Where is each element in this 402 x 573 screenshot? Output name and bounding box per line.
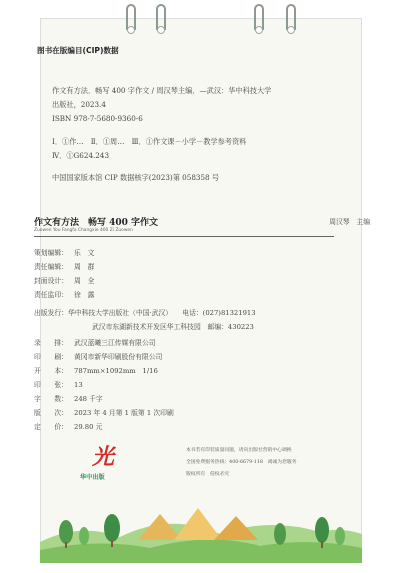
landscape-illustration [40, 482, 362, 563]
spec-row [34, 337, 156, 347]
cip-heading: 图书在版编目(CIP)数据 [37, 46, 119, 55]
notice-line: 本书若有印装质量问题，请向出版社营销中心调换 [186, 448, 292, 453]
tree-icon [104, 514, 120, 542]
cip-line: 出版社，2023.4 [52, 100, 106, 109]
spec-value: 武汉蓝曦三江传媒有限公司 [74, 339, 156, 347]
spec-row [34, 407, 174, 417]
binder-ring-hole [127, 26, 135, 34]
divider [34, 236, 334, 237]
spec-value: 787mm×1092mm 1/16 [74, 367, 158, 375]
credit-value: 乐 文 [74, 249, 95, 257]
spec-label: 版 次： [34, 409, 68, 417]
credit-row [34, 289, 94, 299]
cip-line: Ⅰ．①作… Ⅱ．①周… Ⅲ．①作文课－小学－教学参考资料 [52, 137, 247, 146]
spec-label: 录 排： [34, 339, 68, 347]
spec-value: 248 千字 [74, 395, 103, 403]
binder-ring [156, 4, 166, 34]
credit-row [34, 275, 94, 285]
binder-ring-hole [287, 26, 295, 34]
tree-icon [274, 523, 286, 545]
spec-value: 13 [74, 381, 83, 389]
binder-ring [126, 4, 136, 34]
cip-line: 作文有方法．畅写 400 字作文 / 周汉琴主编．—武汉：华中科技大学 [52, 86, 272, 95]
tree-trunk [321, 541, 323, 548]
credit-value: 周 全 [74, 277, 95, 285]
logo-name: 华中出版 [80, 474, 105, 481]
binder-ring [286, 4, 296, 34]
credit-label: 封面设计： [34, 277, 68, 285]
cip-line: 中国国家版本馆 CIP 数据核字(2023)第 058358 号 [52, 173, 220, 182]
spec-label: 定 价： [34, 423, 68, 431]
credit-label: 责任编辑： [34, 263, 68, 271]
binder-ring-hole [255, 26, 263, 34]
publisher-address: 武汉市东湖新技术开发区华工科技园 邮编：430223 [92, 323, 254, 331]
cip-line: ISBN 978-7-5680-9360-6 [52, 114, 143, 123]
book-author: 周汉琴 主编 [329, 218, 370, 226]
binder-ring-hole [157, 26, 165, 34]
mountain [174, 508, 222, 540]
tree-icon [59, 520, 73, 544]
spec-label: 字 数： [34, 395, 68, 403]
cip-line: Ⅳ．①G624.243 [52, 151, 110, 160]
credit-label: 策划编辑： [34, 249, 68, 257]
credit-row [34, 261, 94, 271]
spec-value: 黄冈市新华印刷股份有限公司 [74, 353, 163, 361]
book-title-pinyin: Zuowen You Fangfa Changxie 400 Zi Zuowen [34, 228, 133, 233]
logo-mark: 光 [92, 444, 115, 470]
credit-label: 责任监印： [34, 291, 68, 299]
tree-trunk [111, 540, 113, 547]
spec-label: 印 张： [34, 381, 68, 389]
spec-value: 2023 年 4 月第 1 版第 1 次印刷 [74, 409, 174, 417]
spec-value: 29.80 元 [74, 423, 103, 431]
tree-icon [315, 517, 329, 543]
tree-icon [335, 527, 345, 545]
binder-ring [254, 4, 264, 34]
credit-value: 周 群 [74, 263, 95, 271]
publisher-line: 出版发行：华中科技大学出版社（中国·武汉） 电话：(027)81321913 [34, 309, 256, 317]
credit-row [34, 247, 94, 257]
tree-trunk [65, 542, 67, 548]
notice-line: 全国免费服务热线：400-6679-118 竭诚为您服务 [186, 460, 297, 465]
spec-label: 开 本： [34, 367, 68, 375]
spec-row [34, 365, 158, 375]
spec-row [34, 379, 83, 389]
notice-line: 版权所有 侵权必究 [186, 472, 230, 477]
credit-value: 徐 露 [74, 291, 95, 299]
spec-row [34, 421, 102, 431]
spec-row [34, 393, 103, 403]
spec-row [34, 351, 162, 361]
tree-icon [79, 527, 89, 545]
spec-label: 印 刷： [34, 353, 68, 361]
book-title: 作文有方法 畅写 400 字作文 [34, 218, 159, 228]
